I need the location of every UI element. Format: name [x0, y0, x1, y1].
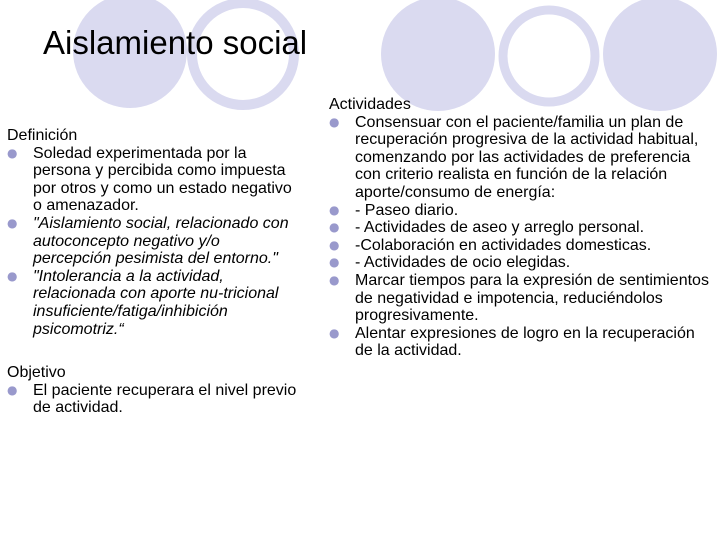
- actividades-item-text: - Actividades de ocio elegidas.: [355, 254, 571, 272]
- deco-circle-filled-3: [603, 0, 717, 111]
- definicion-item: [7, 215, 299, 268]
- definicion-item: [7, 268, 299, 338]
- actividades-item-text: Marcar tiempos para la expresión de sentimientos de negatividad e impotencia, reduciéndolos progresivamente.: [355, 271, 709, 325]
- right-column: [329, 96, 709, 360]
- actividades-heading: Actividades: [329, 96, 411, 113]
- actividades-item: [329, 219, 709, 237]
- actividades-item: [329, 237, 709, 255]
- objetivo-heading: Objetivo: [7, 364, 66, 382]
- actividades-item-text: Alentar expresiones de logro en la recuperación de la actividad.: [355, 324, 695, 360]
- bullet-icon: ●: [329, 220, 340, 235]
- objetivo-list: [7, 382, 299, 417]
- bullet-icon: ●: [7, 215, 18, 230]
- slide-title: Aislamiento social: [43, 24, 308, 61]
- section-spacer: [7, 338, 299, 364]
- bullet-icon: ●: [329, 325, 340, 340]
- deco-circle-filled-2: [381, 0, 495, 111]
- definicion-heading: Definición: [7, 127, 78, 144]
- bullet-icon: ●: [329, 272, 340, 287]
- bullet-icon: ●: [329, 255, 340, 270]
- actividades-item: [329, 272, 709, 325]
- actividades-item: [329, 254, 709, 272]
- actividades-item: [329, 325, 709, 360]
- bullet-icon: ●: [329, 114, 340, 129]
- actividades-item-text: Consensuar con el paciente/familia un plan de recuperación progresiva de la actividad habitual, comenzando por las actividades de preferencia con criterio realista en función de la relación aporte/consumo de energía:: [355, 113, 699, 201]
- actividades-item: [329, 114, 709, 202]
- bullet-icon: ●: [329, 202, 340, 217]
- definicion-item-text: "Intolerancia a la actividad, relacionada con aporte nu-tricional insuficiente/fatiga/inhibición psicomotriz.“: [33, 267, 279, 338]
- actividades-item: [329, 202, 709, 220]
- definicion-list: [7, 145, 299, 339]
- actividades-list: [329, 114, 709, 360]
- actividades-item-text: -Colaboración en actividades domesticas.: [355, 236, 652, 254]
- bullet-icon: ●: [7, 145, 18, 160]
- definicion-item: [7, 145, 299, 215]
- deco-circle-outline-2: [503, 10, 595, 102]
- actividades-item-text: - Actividades de aseo y arreglo personal.: [355, 219, 645, 237]
- bullet-icon: ●: [7, 268, 18, 283]
- objetivo-item-text: El paciente recuperara el nivel previo de actividad.: [33, 381, 297, 417]
- bullet-icon: ●: [7, 382, 18, 397]
- actividades-item-text: - Paseo diario.: [355, 201, 459, 219]
- objetivo-item: [7, 382, 299, 417]
- bullet-icon: ●: [329, 237, 340, 252]
- definicion-item-text: "Aislamiento social, relacionado con autoconcepto negativo y/o percepción pesimista del entorno.": [33, 214, 289, 268]
- left-column: [7, 127, 299, 417]
- definicion-item-text: Soledad experimentada por la persona y percibida como impuesta por otros y como un estado negativo o amenazador.: [33, 144, 292, 215]
